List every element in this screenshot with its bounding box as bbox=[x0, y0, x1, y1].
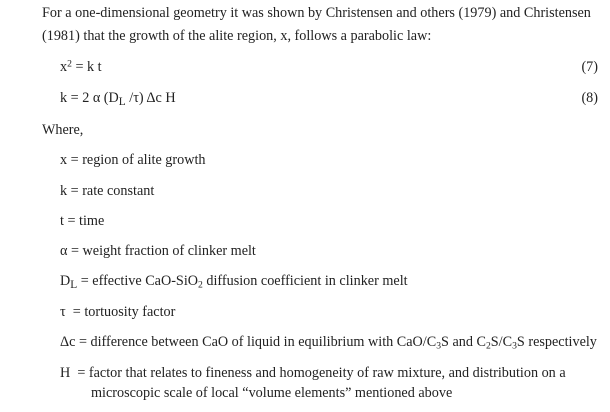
definition-text: = tortuosity factor bbox=[69, 304, 176, 320]
definition-text: = factor that relates to fineness and homogeneity of raw mixture, and distribution on a bbox=[73, 365, 566, 381]
definition-symbol: H bbox=[60, 365, 71, 381]
equation-8-number: (8) bbox=[581, 90, 598, 106]
definition-t bbox=[60, 212, 104, 230]
definition-x bbox=[60, 151, 206, 169]
equation-7-expression: $x^2 = k$ t bbox=[60, 58, 102, 75]
definition-k bbox=[60, 182, 154, 200]
definition-dl bbox=[60, 272, 408, 290]
intro-paragraph-line-2: (1981) that the growth of the alite region, x, follows a parabolic law: bbox=[42, 28, 432, 44]
where-label: Where, bbox=[42, 122, 84, 138]
definition-alpha bbox=[60, 242, 256, 260]
definition-delta-c bbox=[60, 333, 597, 351]
definition-symbol: α bbox=[60, 243, 68, 259]
definition-text: = difference between CaO of liquid in equilibrium with CaO/$C_3S$ and $C_2S/C_3S$ respectively bbox=[78, 334, 597, 352]
definition-h bbox=[60, 364, 566, 382]
definition-symbol: t bbox=[60, 213, 64, 229]
definition-symbol: τ bbox=[60, 304, 66, 320]
definition-text: = time bbox=[67, 213, 105, 229]
equation-8 bbox=[60, 89, 176, 107]
definition-tau bbox=[60, 303, 175, 321]
intro-paragraph-line-1: For a one-dimensional geometry it was shown by Christensen and others (1979) and Christensen bbox=[42, 5, 591, 21]
definition-h-continuation: microscopic scale of local “volume elements” mentioned above bbox=[91, 385, 453, 401]
equation-7 bbox=[60, 58, 102, 76]
definition-text: = rate constant bbox=[70, 183, 155, 199]
definition-text: = weight fraction of clinker melt bbox=[70, 243, 256, 259]
definition-symbol: $D_L$ bbox=[60, 273, 78, 291]
definition-symbol: Δc bbox=[60, 334, 76, 350]
equation-7-number: (7) bbox=[581, 59, 598, 75]
definition-symbol: k bbox=[60, 183, 68, 199]
definition-symbol: x bbox=[60, 152, 68, 168]
definition-text: = effective CaO-SiO$_2$ diffusion coefficient in clinker melt bbox=[80, 273, 408, 291]
equation-8-expression: k = 2 α ($D_L$ /τ) Δc H bbox=[60, 90, 176, 108]
definition-text: = region of alite growth bbox=[70, 152, 206, 168]
